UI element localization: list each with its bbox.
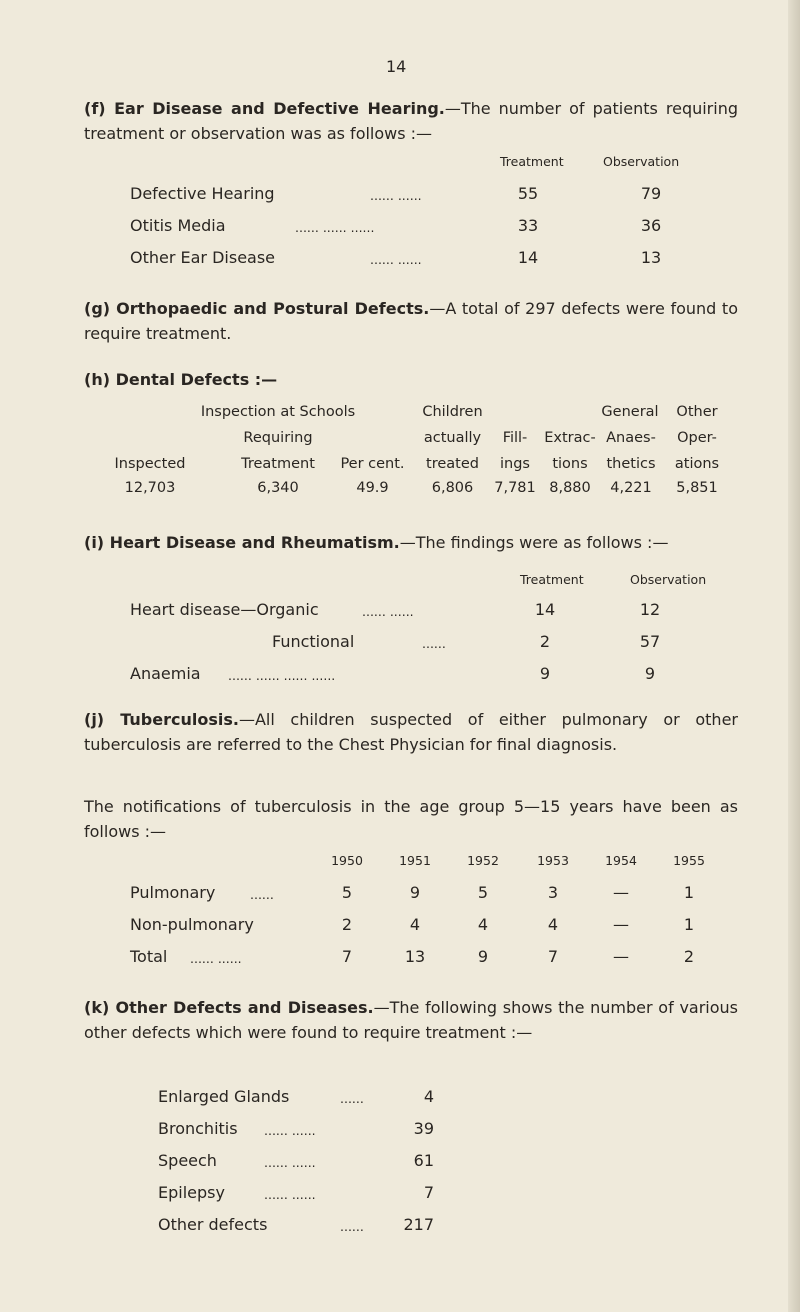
other-text: —The following shows the number of various other defects which were found to require treatment :— [84, 998, 738, 1042]
other-paragraph [84, 995, 738, 1045]
tb-cell: 3 [547, 883, 559, 902]
dental-group-header: Inspection at Schools [200, 404, 356, 420]
tb-cell: 4 [547, 915, 559, 934]
heart-row-label: Anaemia [130, 664, 201, 683]
heart-text: —The findings were as follows :— [399, 533, 669, 552]
other-row-dots: ...... [340, 1091, 364, 1106]
ear-heading: (f) Ear Disease and Defective Hearing. [84, 99, 445, 118]
heart-row-treatment: 2 [539, 632, 551, 651]
heart-row-dots: ...... ...... [362, 604, 414, 619]
dental-col-fill: Fill- [502, 430, 528, 446]
dental-value-fillings: 7,781 [494, 480, 536, 496]
tb-heading: (j) Tuberculosis. [84, 710, 239, 729]
heart-row-treatment: 9 [539, 664, 551, 683]
dental-col-ings: ings [500, 456, 530, 472]
ear-row-observation: 79 [640, 184, 662, 203]
dental-col-other: Other [676, 404, 718, 420]
other-row-value: 61 [413, 1151, 434, 1170]
other-row-value: 217 [403, 1215, 434, 1234]
heart-paragraph [84, 530, 738, 555]
heart-heading: (i) Heart Disease and Rheumatism. [84, 533, 400, 552]
dental-col-extrac: Extrac- [544, 430, 596, 446]
dental-value-operations: 5,851 [676, 480, 718, 496]
other-row-label: Enlarged Glands [158, 1087, 290, 1106]
tb-cell: 5 [341, 883, 353, 902]
heart-row-label: Functional [272, 632, 355, 651]
dental-col-treated: treated [426, 456, 479, 472]
dental-col-actually: actually [423, 430, 482, 446]
ear-row-observation: 36 [640, 216, 662, 235]
dental-value-requiring: 6,340 [257, 480, 299, 496]
dental-col-treatment: Treatment [241, 456, 315, 472]
tb-cell: 4 [409, 915, 421, 934]
ear-row-observation: 13 [640, 248, 662, 267]
other-row-label: Speech [158, 1151, 217, 1170]
other-row-label: Epilepsy [158, 1183, 225, 1202]
tb-text: —All children suspected of either pulmonary or other tuberculosis are referred to the Chest Physician for final diagnosis. [84, 710, 738, 754]
dental-col-oper: Oper- [677, 430, 717, 446]
tb-year: 1953 [537, 853, 569, 868]
ear-row-label: Other Ear Disease [130, 248, 276, 267]
ear-row-dots: ...... ...... [370, 252, 422, 267]
heart-row-observation: 57 [639, 632, 661, 651]
heart-row-dots: ...... [422, 636, 446, 651]
tb-row-dots: ...... [250, 887, 274, 902]
heart-col-treatment: Treatment [520, 572, 584, 587]
dental-heading: (h) Dental Defects :— [84, 370, 278, 389]
tb-cell: 9 [409, 883, 421, 902]
other-row-value: 7 [423, 1183, 434, 1202]
tb-year: 1951 [399, 853, 431, 868]
dental-value-inspected: 12,703 [124, 480, 176, 496]
other-row-label: Other defects [158, 1215, 268, 1234]
ear-row-label: Defective Hearing [130, 184, 275, 203]
tb-cell: 9 [477, 947, 489, 966]
dental-col-requiring: Requiring [243, 430, 313, 446]
tb-cell: 4 [477, 915, 489, 934]
tb-row-label: Non-pulmonary [130, 915, 254, 934]
ortho-text: —A total of 297 defects were found to require treatment. [84, 299, 738, 343]
dental-col-general: General [601, 404, 659, 420]
tb-paragraph [84, 707, 738, 757]
ear-col-observation: Observation [603, 154, 680, 169]
heart-row-observation: 12 [639, 600, 661, 619]
dental-col-ations: ations [674, 456, 720, 472]
tb-cell: 13 [404, 947, 426, 966]
dental-value-extractions: 8,880 [549, 480, 591, 496]
dental-col-anaes: Anaes- [606, 430, 656, 446]
tb-notif-text: The notifications of tuberculosis in the age group 5—15 years have been as follows :— [84, 797, 738, 841]
ortho-heading: (g) Orthopaedic and Postural Defects. [84, 299, 430, 318]
ear-col-treatment: Treatment [500, 154, 564, 169]
ear-text: —The number of patients requiring treatment or observation was as follows :— [84, 99, 738, 143]
dental-col-inspected: Inspected [114, 456, 186, 472]
dental-value-treated: 6,806 [431, 480, 474, 496]
tb-cell: — [613, 915, 629, 934]
tb-cell: 7 [341, 947, 353, 966]
other-row-dots: ...... [340, 1219, 364, 1234]
ear-row-dots: ...... ...... ...... [295, 220, 375, 235]
other-row-dots: ...... ...... [264, 1187, 316, 1202]
tb-cell: 7 [547, 947, 559, 966]
tb-cell: — [613, 883, 629, 902]
ear-row-dots: ...... ...... [370, 188, 422, 203]
page-number: 14 [386, 57, 407, 76]
dental-col-children: Children [422, 404, 483, 420]
ear-paragraph [84, 96, 738, 146]
other-heading: (k) Other Defects and Diseases. [84, 998, 374, 1017]
heart-col-observation: Observation [630, 572, 707, 587]
tb-cell: — [613, 947, 629, 966]
tb-cell: 1 [683, 915, 695, 934]
page-edge [788, 0, 800, 1312]
tb-cell: 1 [683, 883, 695, 902]
tb-year: 1952 [467, 853, 499, 868]
other-row-label: Bronchitis [158, 1119, 238, 1138]
heart-row-treatment: 14 [534, 600, 556, 619]
ear-row-treatment: 55 [517, 184, 539, 203]
dental-value-anaesthetics: 4,221 [610, 480, 652, 496]
ear-row-treatment: 14 [517, 248, 539, 267]
tb-row-label: Total [130, 947, 168, 966]
tb-year: 1950 [331, 853, 363, 868]
tb-notifications-paragraph [84, 794, 738, 844]
tb-cell: 2 [683, 947, 695, 966]
tb-cell: 2 [341, 915, 353, 934]
ear-row-label: Otitis Media [130, 216, 226, 235]
dental-col-thetics: thetics [606, 456, 656, 472]
ear-row-treatment: 33 [517, 216, 539, 235]
other-row-dots: ...... ...... [264, 1155, 316, 1170]
tb-year: 1954 [605, 853, 637, 868]
dental-col-tions: tions [552, 456, 588, 472]
other-row-value: 4 [423, 1087, 434, 1106]
tb-cell: 5 [477, 883, 489, 902]
tb-row-dots: ...... ...... [190, 951, 242, 966]
other-row-dots: ...... ...... [264, 1123, 316, 1138]
heart-row-dots: ...... ...... ...... ...... [228, 668, 336, 683]
heart-row-observation: 9 [644, 664, 656, 683]
tb-year: 1955 [673, 853, 705, 868]
dental-col-percent: Per cent. [340, 456, 405, 472]
dental-value-percent: 49.9 [356, 480, 389, 496]
tb-row-label: Pulmonary [130, 883, 216, 902]
heart-row-label: Heart disease—Organic [130, 600, 319, 619]
other-row-value: 39 [413, 1119, 434, 1138]
ortho-paragraph [84, 296, 738, 346]
